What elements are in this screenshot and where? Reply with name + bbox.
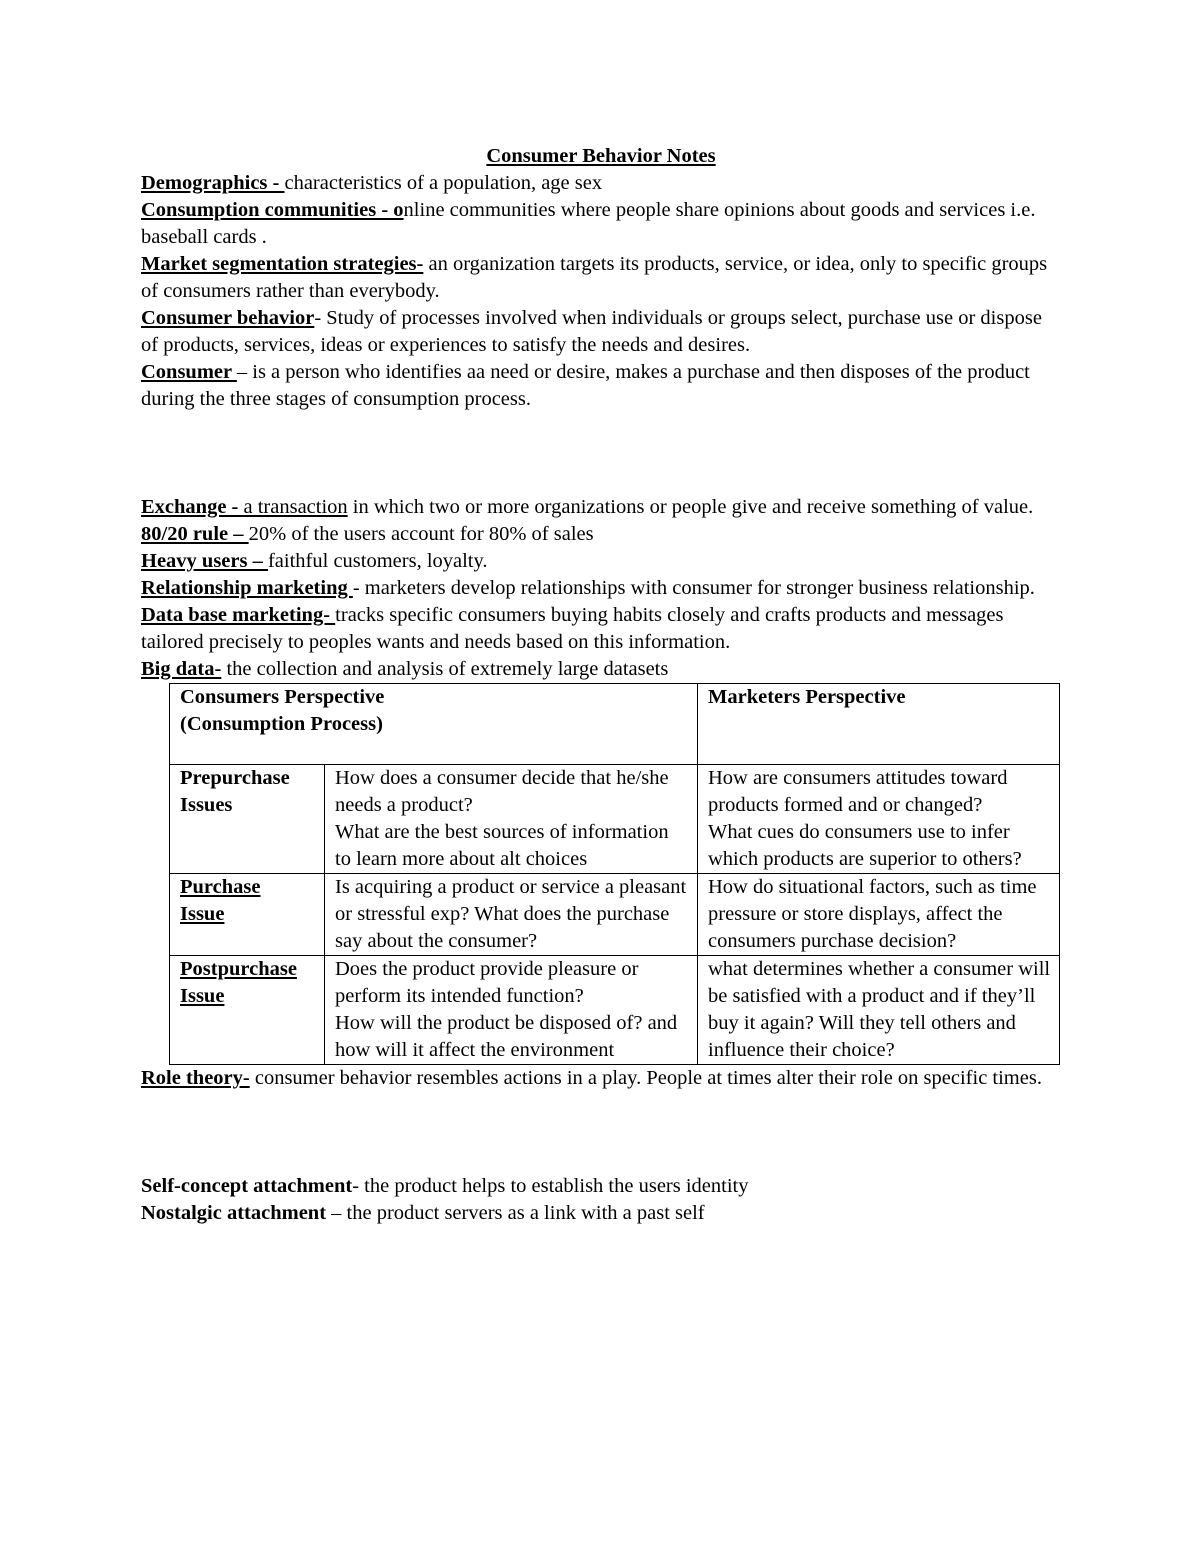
header-consumers-perspective (170, 684, 698, 765)
definition-text: in which two or more organizations or people give and receive something of value. (347, 496, 1034, 518)
table-row-postpurchase (170, 956, 1060, 1065)
definition-heavy-users (141, 548, 1061, 575)
term-label: Consumption communities - o (141, 199, 404, 221)
definition-text: consumer behavior resembles actions in a play. People at times alter their role on specific times. (249, 1067, 1042, 1089)
term-label: 80/20 rule – (141, 523, 249, 545)
definition-text: - Study of processes involved when individuals or groups select, purchase use or dispose of products, services, ideas or experiences to satisfy the needs and desires. (141, 307, 1042, 356)
marketer-cell (698, 956, 1060, 1065)
consumer-cell (325, 956, 698, 1065)
definition-text: - marketers develop relationships with consumer for stronger business relationship. (352, 577, 1035, 599)
header-marketers-perspective: Marketers Perspective (698, 684, 1060, 765)
cell-text: Does the product provide pleasure or perform its intended function? (335, 958, 639, 1007)
marketer-cell (698, 874, 1060, 956)
term-label: Consumer behavior (141, 307, 315, 329)
term-label: Relationship marketing (141, 577, 353, 599)
page-title: Consumer Behavior Notes (486, 145, 716, 167)
underlined-text: a transaction (243, 496, 348, 518)
term-label: Data base marketing- (141, 604, 336, 626)
term-label: Heavy users – (141, 550, 268, 572)
stage-label: Issues (180, 794, 233, 816)
definition-text: tracks specific consumers buying habits closely and crafts products and messages tailored precisely to peoples wants and needs based on this information. (141, 604, 1004, 653)
consumer-cell (325, 765, 698, 874)
term-label: Nostalgic attachment (141, 1202, 332, 1224)
consumer-cell (325, 874, 698, 956)
stage-label: Postpurchase (180, 958, 297, 980)
consumption-process-table (169, 683, 1060, 1065)
definition-nostalgic-attachment (141, 1200, 1061, 1227)
definition-text: characteristics of a population, age sex (284, 172, 603, 194)
cell-text: How do situational factors, such as time pressure or store displays, affect the consumers purchase decision? (708, 876, 1037, 952)
stage-label: Issue (180, 903, 225, 925)
definition-self-concept-attachment (141, 1173, 1061, 1200)
definition-demographics (141, 170, 1061, 197)
definition-text: – is a person who identifies aa need or desire, makes a purchase and then disposes of the product during the three stages of consumption process. (141, 361, 1030, 410)
term-label: Exchange - (141, 496, 244, 518)
definition-consumption-communities (141, 197, 1061, 251)
term-label: Role theory- (141, 1067, 250, 1089)
table-row-purchase (170, 874, 1060, 956)
cell-text: What are the best sources of information to learn more about alt choices (335, 821, 669, 870)
definition-market-segmentation (141, 251, 1061, 305)
definition-relationship-marketing (141, 575, 1061, 602)
cell-text: What cues do consumers use to infer which products are superior to others? (708, 821, 1022, 870)
table-row-prepurchase (170, 765, 1060, 874)
definition-80-20-rule (141, 521, 1061, 548)
definition-role-theory (141, 1065, 1061, 1092)
stage-cell (170, 874, 325, 956)
definition-text: 20% of the users account for 80% of sales (248, 523, 594, 545)
definition-text: the collection and analysis of extremely large datasets (221, 658, 669, 680)
table-header-row (170, 684, 1060, 765)
term-label: Self-concept attachment (141, 1175, 353, 1197)
cell-text: Is acquiring a product or service a pleasant or stressful exp? What does the purchase say about the consumer? (335, 876, 687, 952)
definition-text: – the product servers as a link with a past self (331, 1202, 705, 1224)
header-line: (Consumption Process) (180, 713, 383, 735)
stage-label: Purchase (180, 876, 261, 898)
spacer (141, 413, 1061, 494)
stage-cell (170, 956, 325, 1065)
term-label: Demographics - (141, 172, 285, 194)
term-label: Consumer (141, 361, 237, 383)
definition-consumer-behavior (141, 305, 1061, 359)
definition-big-data (141, 656, 1061, 683)
stage-cell (170, 765, 325, 874)
document-page (141, 143, 1061, 1227)
cell-text: How are consumers attitudes toward products formed and or changed? (708, 767, 1008, 816)
definition-exchange (141, 494, 1061, 521)
definition-text: an organization targets its products, service, or idea, only to specific groups of consumers rather than everybody. (141, 253, 1048, 302)
marketer-cell (698, 765, 1060, 874)
stage-label: Prepurchase (180, 767, 290, 789)
definition-database-marketing (141, 602, 1061, 656)
stage-label: Issue (180, 985, 225, 1007)
term-label: Big data- (141, 658, 222, 680)
definition-text: faithful customers, loyalty. (267, 550, 488, 572)
term-label: Market segmentation strategies- (141, 253, 424, 275)
definition-consumer (141, 359, 1061, 413)
cell-text: How does a consumer decide that he/she needs a product? (335, 767, 669, 816)
spacer (141, 1092, 1061, 1173)
cell-text: what determines whether a consumer will be satisfied with a product and if they’ll buy it again? Will they tell others and influence their choice? (708, 958, 1051, 1061)
definition-text: nline communities where people share opinions about goods and services i.e. baseball cards . (141, 199, 1036, 248)
header-line: Consumers Perspective (180, 686, 385, 708)
cell-text: How will the product be disposed of? and how will it affect the environment (335, 1012, 678, 1061)
definition-text: - the product helps to establish the users identity (352, 1175, 749, 1197)
